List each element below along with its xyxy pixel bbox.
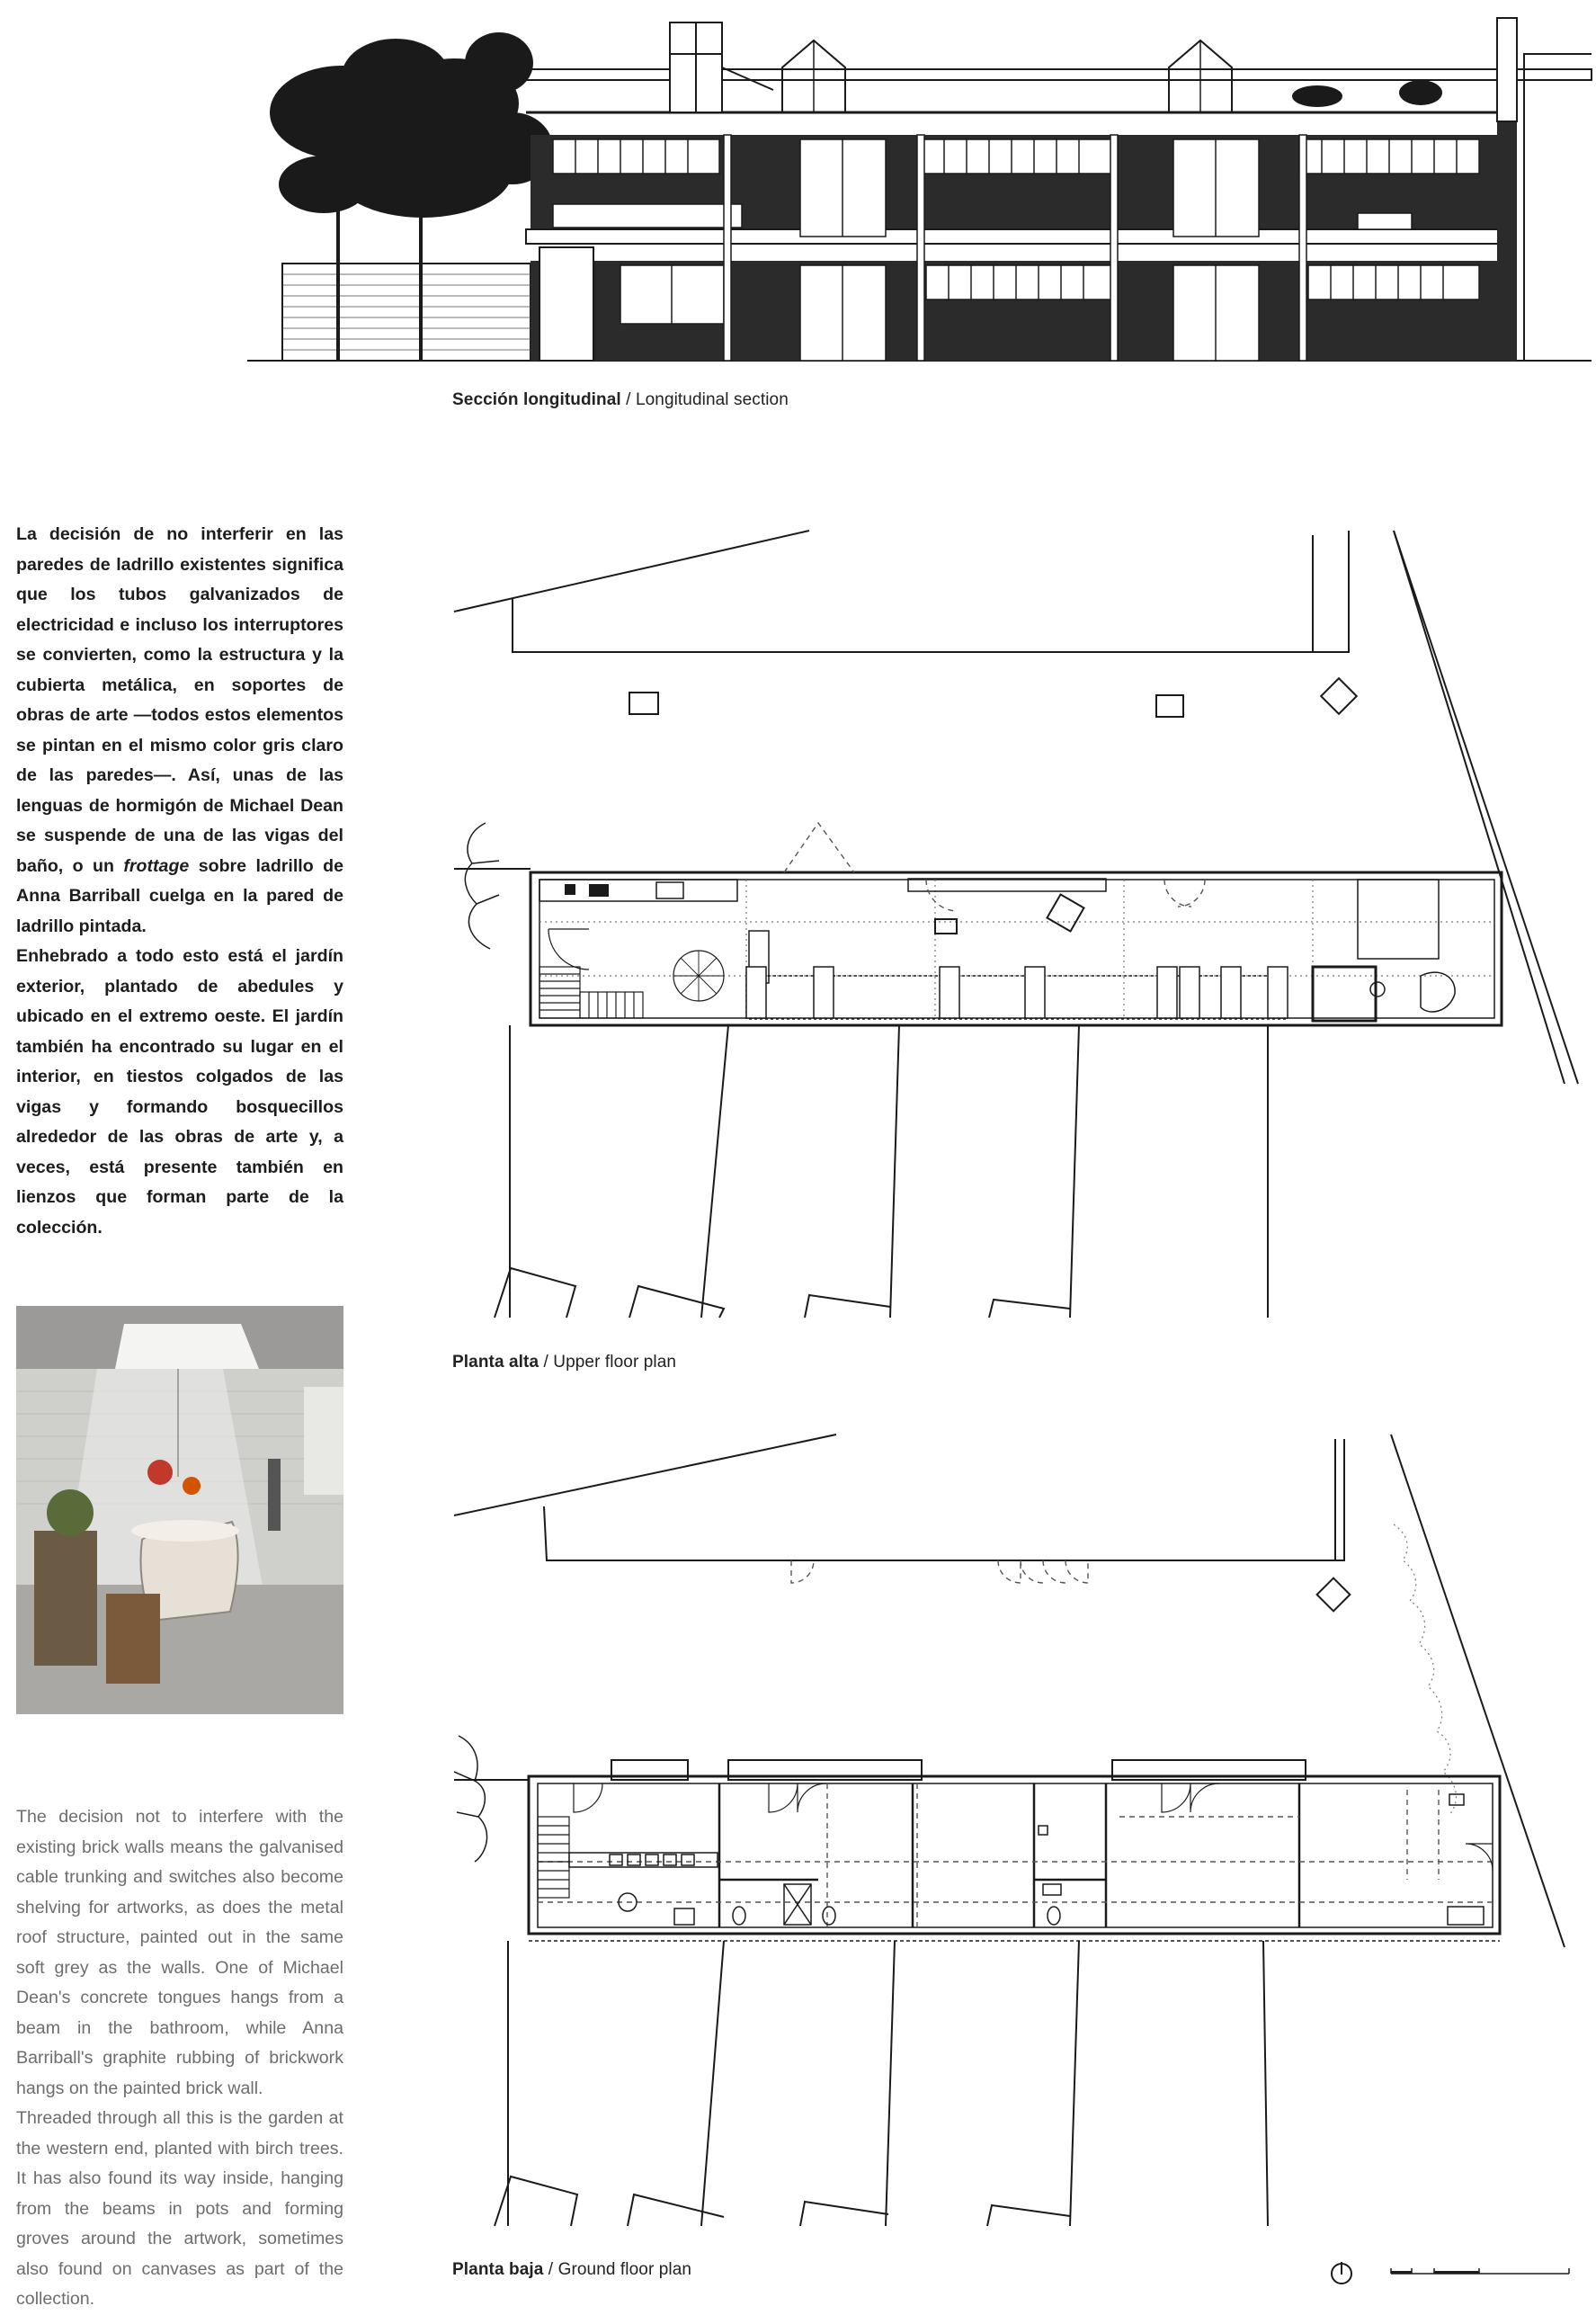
caption-separator: /: [543, 2260, 558, 2279]
north-arrow-icon: [1328, 2260, 1355, 2287]
ground-plan-caption: [452, 2260, 691, 2280]
upper-floor-plan-drawing: [450, 526, 1596, 1322]
caption-es: Planta baja: [452, 2260, 544, 2279]
caption-en: Longitudinal section: [635, 390, 789, 409]
bathroom-photo: [16, 1306, 343, 1714]
caption-es: Sección longitudinal: [452, 390, 621, 409]
building-section: [526, 18, 1592, 361]
paragraph-1: La decisión de no interferir en las paredes de ladrillo existentes significa que los tubos galvanizados de electricidad e incluso los interruptores se convierten, como la estructura y la cubierta metálica, en soportes de obras de arte —todos estos elementos se pintan en el mismo color gris claro de las paredes—. Así, unas de las lenguas de hormigón de Michael Dean se suspende de una de las vigas del baño, o un frottage sobre ladrillo de Anna Barriball cuelga en la pared de ladrillo pintada.: [16, 524, 343, 936]
scale-bar: [1389, 2263, 1574, 2281]
caption-en: Ground floor plan: [557, 2260, 692, 2279]
section-caption: [452, 390, 789, 410]
ground-floor-plan-drawing: [450, 1430, 1596, 2239]
longitudinal-section-drawing: [243, 13, 1596, 364]
body-text-spanish: [16, 520, 343, 1243]
caption-en: Upper floor plan: [553, 1353, 677, 1372]
emphasis: frottage: [123, 855, 190, 876]
body-text-english: [16, 1802, 343, 2315]
caption-es: Planta alta: [452, 1353, 539, 1372]
paragraph-1: The decision not to interfere with the existing brick walls means the galvanised cable trunking and switches also become shelving for artworks, as does the metal roof structure, painted out in the same soft grey as the walls. One of Michael Dean's concrete tongues hangs from a beam in the bathroom, while Anna Barriball's graphite rubbing of brickwork hangs on the painted brick wall.: [16, 1807, 343, 2098]
caption-separator: /: [539, 1353, 554, 1372]
paragraph-2: Threaded through all this is the garden at the western end, planted with birch trees. It has also found its way inside, hanging from the beams in pots and forming groves around the artwork, sometimes also found on canvases as part of the collection.: [16, 2108, 343, 2309]
garden-wall: [282, 264, 531, 361]
caption-separator: /: [620, 390, 636, 409]
paragraph-2: Enhebrado a todo esto está el jardín exterior, plantado de abedules y ubicado en el extremo oeste. El jardín también ha encontrado su lugar en el interior, en tiestos colgados de las vigas y formando bosquecillos alrededor de las obras de arte y, a veces, está presente también en lienzos que forman parte de la colección.: [16, 946, 343, 1238]
upper-plan-caption: [452, 1353, 676, 1372]
